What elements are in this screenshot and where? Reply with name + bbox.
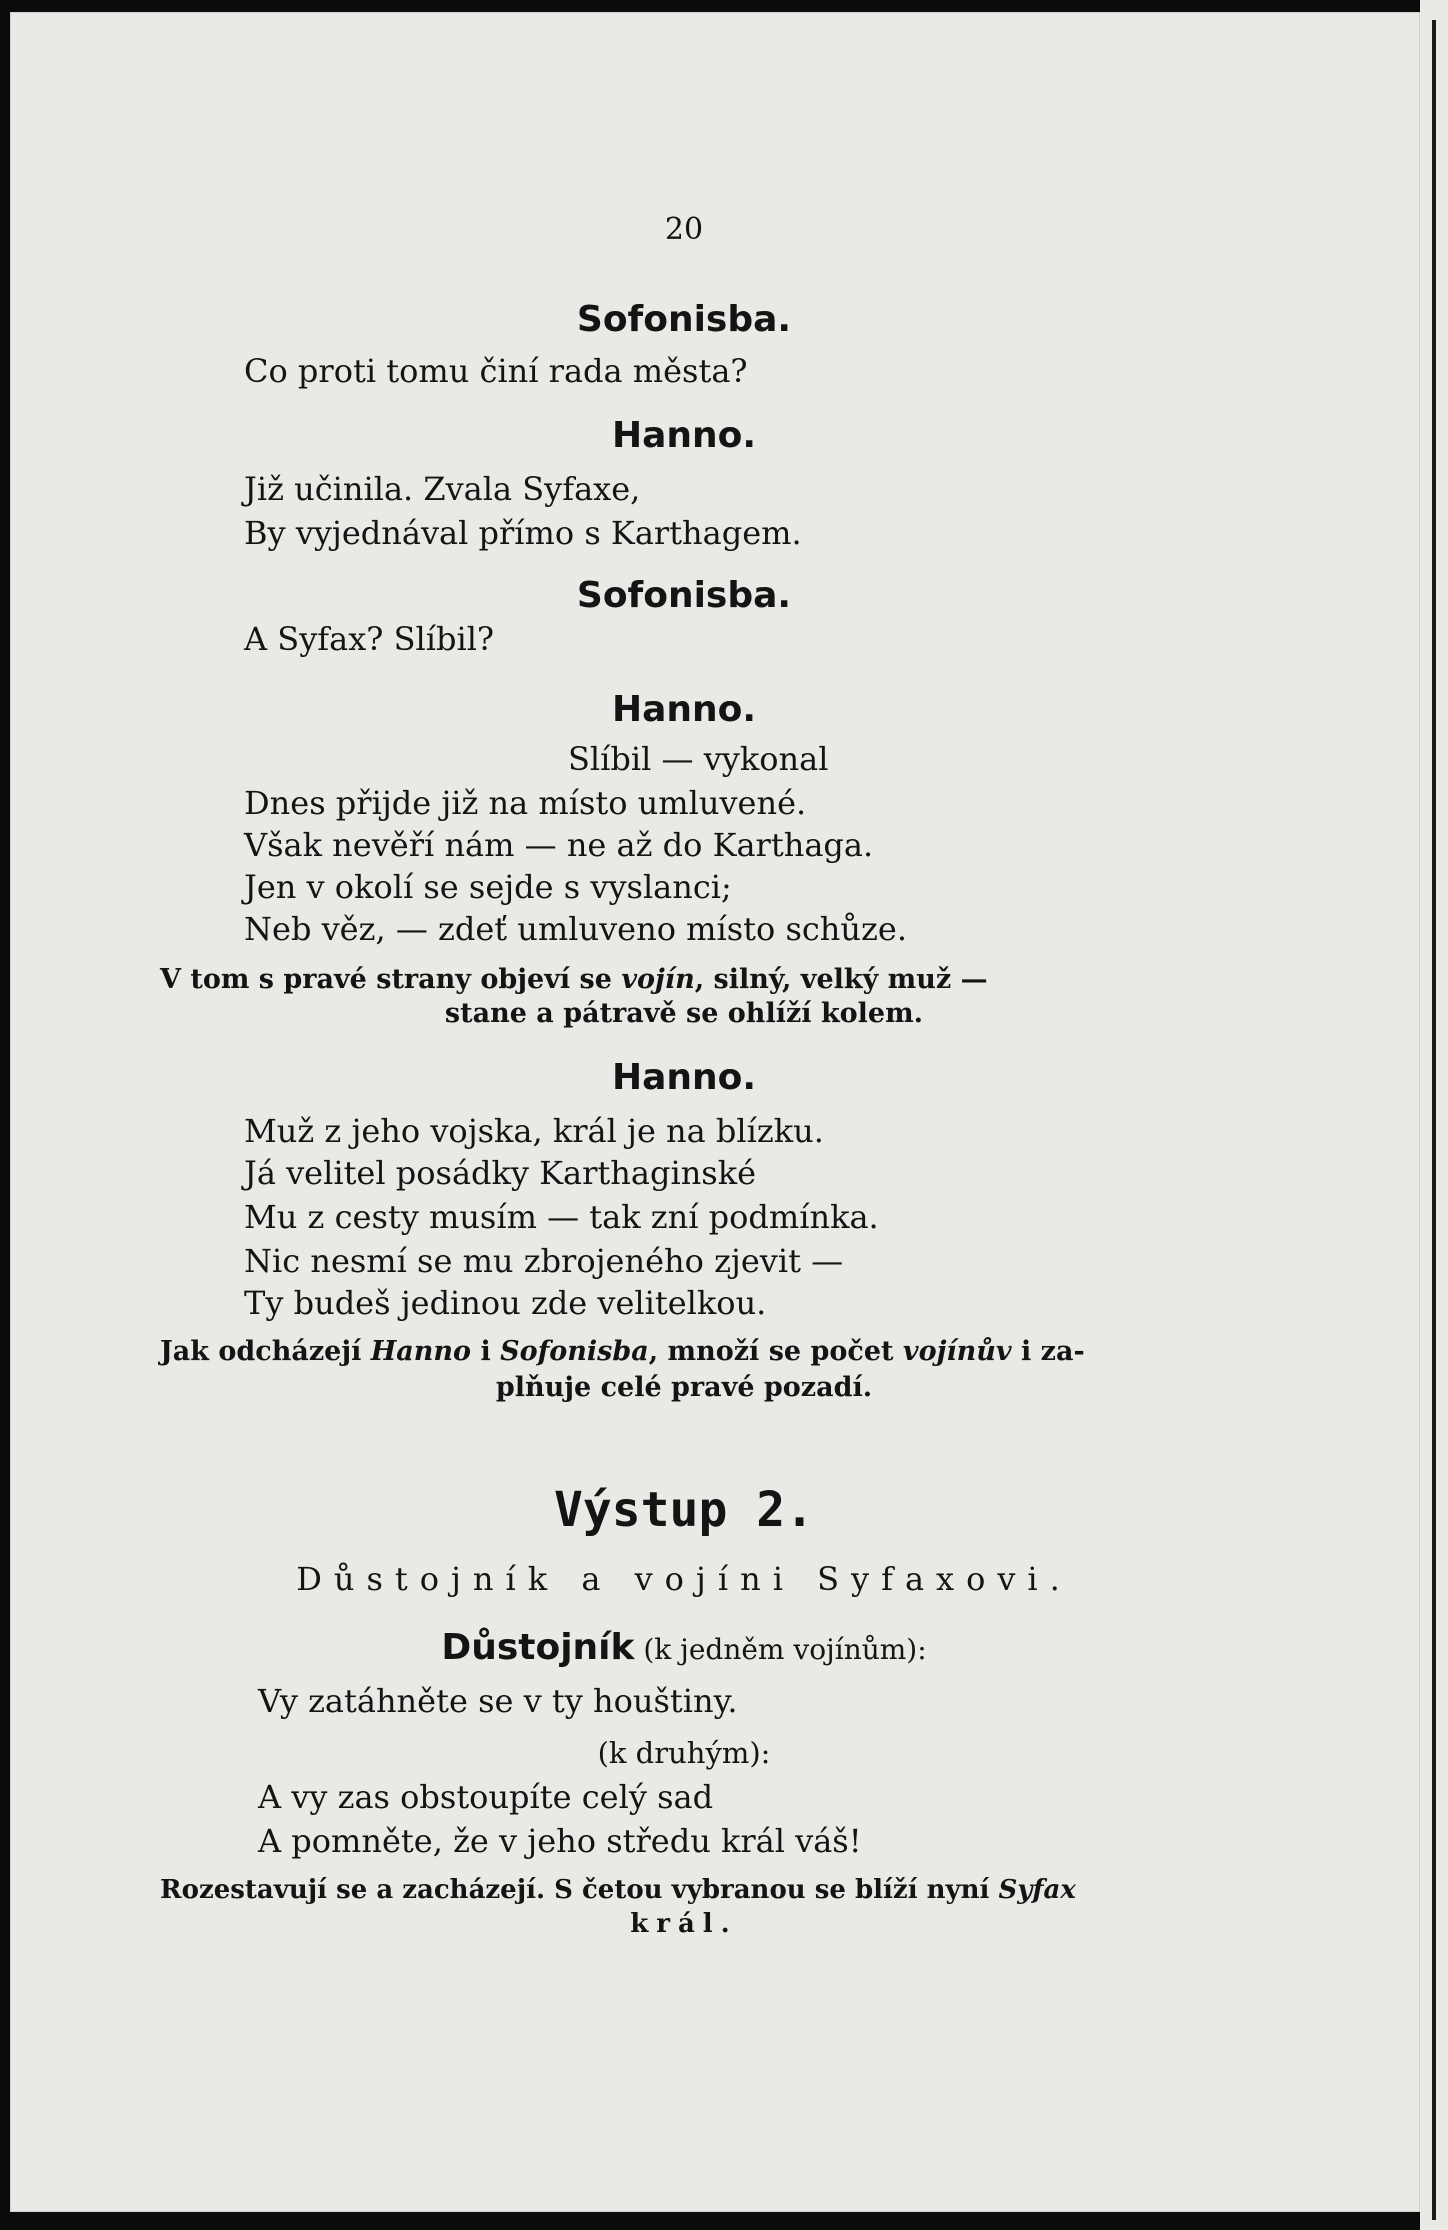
verse-line: A vy zas obstoupíte celý sad — [258, 1778, 714, 1816]
verse-line: Však nevěří nám — ne až do Karthaga. — [244, 826, 874, 864]
verse-line: A Syfax? Slíbil? — [244, 620, 495, 658]
scene-title: Výstup 2. — [553, 1482, 815, 1538]
speaker-sofonisba: Sofonisba. — [576, 299, 792, 340]
speaker-hanno: Hanno. — [611, 1057, 757, 1098]
paper-sheet — [10, 12, 1420, 2212]
verse-line: Mu z cesty musím — tak zní podmínka. — [244, 1198, 879, 1236]
page-number: 20 — [664, 212, 704, 247]
verse-line: Vy zatáhněte se v ty houštiny. — [258, 1682, 738, 1720]
speaker-hanno: Hanno. — [611, 689, 757, 730]
speaker-sofonisba: Sofonisba. — [576, 575, 792, 616]
verse-line: Nic nesmí se mu zbrojeného zjevit — — [244, 1242, 844, 1280]
stage-direction: Rozestavují se a zacházejí. S četou vybranou se blíží nyní Syfax — [160, 1875, 1076, 1905]
scene-persons: Důstojník a vojíni Syfaxovi. — [296, 1560, 1072, 1598]
speaker-dustojnik: Důstojník (k jedněm vojínům): — [441, 1627, 927, 1668]
verse-line: By vyjednával přímo s Karthagem. — [244, 514, 802, 552]
verse-line: Ty budeš jedinou zde velitelkou. — [244, 1284, 767, 1322]
verse-line: A pomněte, že v jeho středu král váš! — [258, 1822, 862, 1860]
stage-direction: stane a pátravě se ohlíží kolem. — [444, 998, 924, 1029]
speaker-hanno: Hanno. — [611, 415, 757, 456]
verse-line: Slíbil — vykonal — [568, 740, 829, 778]
verse-line: Já velitel posádky Karthaginské — [244, 1154, 757, 1192]
stage-direction: Jak odcházejí Hanno i Sofonisba, množí se počet vojínův i za- — [160, 1336, 1085, 1367]
stage-direction: V tom s pravé strany objeví se vojín, silný, velký muž — — [160, 964, 988, 995]
stage-direction: (k druhým): — [597, 1736, 771, 1770]
edge-line — [1432, 20, 1436, 2220]
verse-line: Muž z jeho vojska, král je na blízku. — [244, 1112, 824, 1150]
verse-line: Jen v okolí se sejde s vyslanci; — [244, 868, 732, 906]
stage-direction: plňuje celé pravé pozadí. — [495, 1372, 873, 1403]
verse-line: Co proti tomu činí rada města? — [244, 352, 748, 390]
verse-line: Dnes přijde již na místo umluvené. — [244, 784, 807, 822]
stage-direction: král. — [630, 1909, 738, 1939]
verse-line: Již učinila. Zvala Syfaxe, — [244, 470, 641, 508]
verse-line: Neb věz, — zdeť umluveno místo schůze. — [244, 910, 907, 948]
